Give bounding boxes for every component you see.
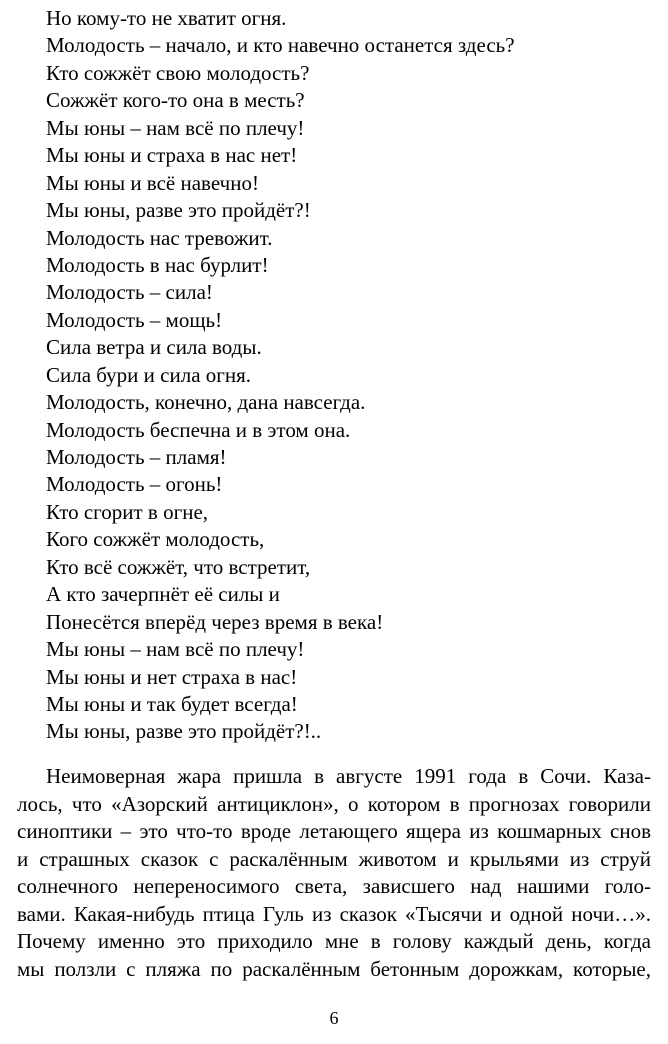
poem-line: Кто сожжёт свою молодость? bbox=[46, 60, 310, 85]
poem-line: Молодость – мощь! bbox=[46, 307, 223, 332]
poem-line: Мы юны – нам всё по плечу! bbox=[46, 637, 305, 662]
poem-line: Молодость, конечно, дана навсегда. bbox=[46, 390, 366, 415]
poem-line: Мы юны и так будет всегда! bbox=[46, 691, 298, 716]
poem-line: Мы юны и нет страха в нас! bbox=[46, 664, 298, 689]
poem-block bbox=[46, 5, 636, 746]
poem-line: Но кому-то не хватит огня. bbox=[46, 6, 287, 30]
poem-line: Мы юны, разве это пройдёт?!.. bbox=[46, 719, 322, 744]
prose-line: лось, что «Азорский антициклон», о котором в прогнозах говорили bbox=[17, 791, 651, 816]
poem-line: Сила ветра и сила воды. bbox=[46, 335, 262, 360]
prose-line: Неимоверная жара пришла в августе 1991 года в Сочи. Каза- bbox=[46, 764, 651, 788]
poem-line: Кого сожжёт молодость, bbox=[46, 527, 265, 552]
poem-line: Кто сгорит в огне, bbox=[46, 499, 209, 524]
poem-line: Мы юны и всё навечно! bbox=[46, 170, 259, 195]
poem-line: Молодость в нас бурлит! bbox=[46, 252, 269, 277]
prose-line: синоптики – это что-то вроде летающего ящера из кошмарных снов bbox=[17, 819, 651, 843]
prose-paragraph bbox=[17, 763, 651, 983]
poem-line: Молодость – начало, и кто навечно останется здесь? bbox=[46, 33, 515, 58]
poem-line: Молодость – огонь! bbox=[46, 472, 223, 497]
poem-line: Мы юны и страха в нас нет! bbox=[46, 143, 298, 168]
prose-line: и страшных сказок с раскалённым животом и крыльями из струй bbox=[17, 846, 651, 871]
poem-line: Мы юны – нам всё по плечу! bbox=[46, 115, 305, 140]
poem-line: Кто всё сожжёт, что встретит, bbox=[46, 554, 311, 579]
prose-line: Почему именно это приходило мне в голову каждый день, когда bbox=[17, 929, 651, 953]
poem-line: Сила бури и сила огня. bbox=[46, 362, 252, 387]
poem-line: Сожжёт кого-то она в месть? bbox=[46, 88, 305, 113]
poem-line: Молодость – сила! bbox=[46, 280, 213, 305]
poem-line: Молодость – пламя! bbox=[46, 445, 227, 469]
poem-line: Молодость нас тревожит. bbox=[46, 225, 273, 250]
page-number: 6 bbox=[329, 1008, 339, 1028]
poem-line: Молодость беспечна и в этом она. bbox=[46, 417, 351, 442]
prose-line: вами. Какая-нибудь птица Гуль из сказок «Тысячи и одной ночи…». bbox=[17, 901, 651, 926]
poem-line: Понесётся вперёд через время в века! bbox=[46, 609, 384, 634]
poem-line: Мы юны, разве это пройдёт?! bbox=[46, 198, 311, 223]
prose-line: мы ползли с пляжа по раскалённым бетонным дорожкам, которые, bbox=[17, 956, 651, 981]
poem-line: А кто зачерпнёт её силы и bbox=[46, 582, 280, 607]
prose-line: солнечного непереносимого света, зависшего над нашими голо- bbox=[17, 874, 651, 898]
